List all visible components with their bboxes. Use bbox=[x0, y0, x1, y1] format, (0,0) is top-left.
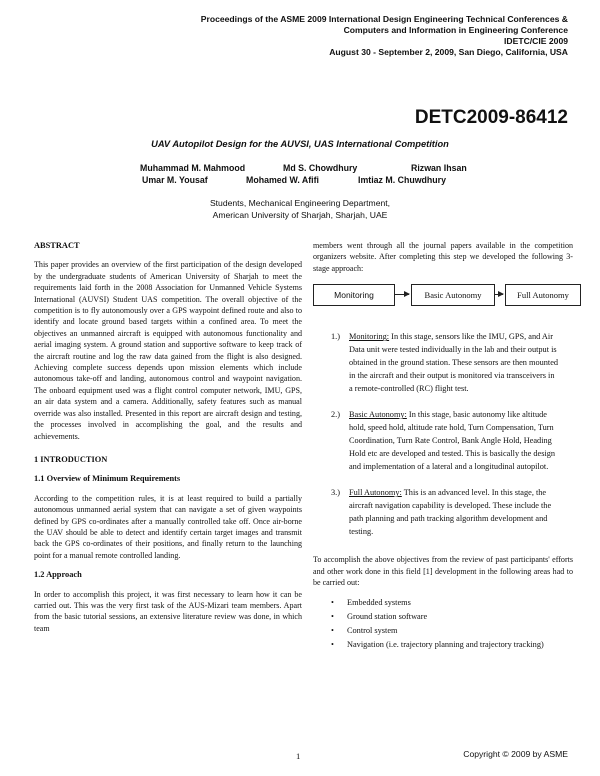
stage-3-text: This is an advanced level. In this stage, the aircraft navigation capability is developed. These include the path planning and path tracking algorithm development and testing. bbox=[349, 488, 552, 537]
list-item: • Navigation (i.e. trajectory planning and trajectory tracking) bbox=[313, 638, 547, 651]
author-3: Rizwan Ihsan bbox=[411, 163, 467, 173]
stage-2-text: In this stage, basic autonomy like altitude hold, speed hold, altitude rate hold, Turn Compensation, Turn Coordination, Turn Rate Control, Bank Angle Hold, Heading Hold etc are developed and tested. This is basically the design and implementation of a lateral and a longitudinal autopilot. bbox=[349, 410, 556, 472]
list-item: • Control system bbox=[313, 624, 547, 637]
stage-3-name: Full Autonomy: bbox=[349, 488, 402, 498]
section-1-2-text: In order to accomplish this project, it was first necessary to learn how it can be carried out. This was the very first task of the AUS-Mizari team members. Apart from the basic tutorial sessions, an extensive literature review was done, in which team bbox=[34, 589, 302, 633]
list-item: • Ground station software bbox=[313, 610, 547, 623]
affiliation-line-2: American University of Sharjah, Sharjah, UAE bbox=[212, 210, 388, 220]
section-1-1-heading: 1.1 Overview of Minimum Requirements bbox=[34, 474, 181, 484]
stage-1 bbox=[313, 330, 559, 395]
introduction-heading: 1 INTRODUCTION bbox=[34, 454, 108, 464]
left-column bbox=[34, 240, 302, 642]
stage-2 bbox=[313, 408, 559, 473]
author-5: Mohamed W. Afifi bbox=[246, 175, 319, 185]
right-column bbox=[313, 240, 573, 652]
abstract-heading: ABSTRACT bbox=[34, 241, 80, 250]
flow-box-monitoring: Monitoring bbox=[313, 284, 395, 306]
stage-1-number: 1.) bbox=[331, 332, 340, 342]
approach-flow-diagram bbox=[313, 282, 573, 318]
paper-title: UAV Autopilot Design for the AUVSI, UAS International Competition bbox=[151, 139, 449, 149]
copyright-notice: Copyright © 2009 by ASME bbox=[463, 749, 568, 759]
stage-2-number: 2.) bbox=[331, 410, 340, 420]
objectives-text: To accomplish the above objectives from the review of past participants' efforts and other work done in this field [1] development in the following areas had to be carried out: bbox=[313, 555, 573, 588]
approach-continuation: members went through all the journal papers available in the competition organizers website. After completing this step we developed the following 3-stage approach: bbox=[313, 241, 573, 273]
author-1: Muhammad M. Mahmood bbox=[140, 163, 246, 173]
stage-1-name: Monitoring: bbox=[349, 332, 390, 342]
section-1-1-text: According to the competition rules, it is at least required to build a partially autonomous unmanned aerial system that can navigate a set of given waypoints defined by GPS co-ordinates after a manually controlled take off. Once air-borne the UAV should be able to detect and identify certain target images and transmit back the GPS co-ordinates of their positions, and finally return to the launching point for a manual remote controlled landing. bbox=[34, 493, 302, 560]
stage-2-name: Basic Autonomy: bbox=[349, 410, 407, 420]
abstract-text: This paper provides an overview of the first participation of the design developed by the undergraduate students of American University of Sharjah to meet the requirements laid forth in the 2008 Association for Unmanned Vehicle Systems International (AUVSI) Student UAS competition. The overall objective of the competition is to fly autonomously over a GPS waypoint defined route and also to identify and locate ground based targets within a confined area. To meet the objectives an unmanned aircraft is equipped with autonomous functionality and aerial imaging system. A ground station and supportive software to keep track of the aircraft routine and log the raw data gained from the flight is also designed. Achieving complete success depends upon mission elements which include autonomous take-off and landing, autonomous control and waypoint navigation. The onboard equipment used was a flight control computer network, IMU, GPS, an air data system and a camera. Additionally, safety features such as manual override was also installed. Presented in this report are aircraft design and testing, the processes involved in accomplishing the goal, and the results and achievements. bbox=[34, 260, 302, 441]
section-1-2-heading: 1.2 Approach bbox=[34, 570, 82, 580]
proceedings-line-3: IDETC/CIE 2009 bbox=[504, 36, 568, 46]
stage-3-number: 3.) bbox=[331, 488, 340, 498]
flow-arrow-2 bbox=[495, 294, 503, 295]
proceedings-line-2: Computers and Information in Engineering Conference bbox=[343, 25, 568, 35]
proceedings-header bbox=[98, 14, 568, 58]
development-areas-list bbox=[313, 596, 573, 651]
author-4: Umar M. Yousaf bbox=[142, 175, 208, 185]
flow-box-full-autonomy: Full Autonomy bbox=[505, 284, 581, 306]
document-id: DETC2009-86412 bbox=[414, 107, 568, 128]
list-item: • Embedded systems bbox=[313, 596, 547, 609]
flow-box-basic-autonomy: Basic Autonomy bbox=[411, 284, 495, 306]
author-2: Md S. Chowdhury bbox=[283, 163, 358, 173]
flow-arrow-1 bbox=[395, 294, 409, 295]
proceedings-line-1: Proceedings of the ASME 2009 International Design Engineering Technical Conferences & bbox=[200, 14, 568, 24]
author-6: Imtiaz M. Chuwdhury bbox=[358, 175, 446, 185]
affiliation-line-1: Students, Mechanical Engineering Department, bbox=[209, 198, 391, 208]
stage-1-text: In this stage, sensors like the IMU, GPS, and Air Data unit were tested individually in the lab and their output is obtained in the ground station. These sensors are then mounted in the aircraft and their output is monitored via transceivers in a remote-controlled (RC) flight test. bbox=[349, 332, 559, 394]
page-number: 1 bbox=[296, 751, 301, 761]
affiliation bbox=[0, 197, 600, 221]
proceedings-line-4: August 30 - September 2, 2009, San Diego, California, USA bbox=[329, 47, 568, 57]
stage-3 bbox=[313, 486, 559, 538]
